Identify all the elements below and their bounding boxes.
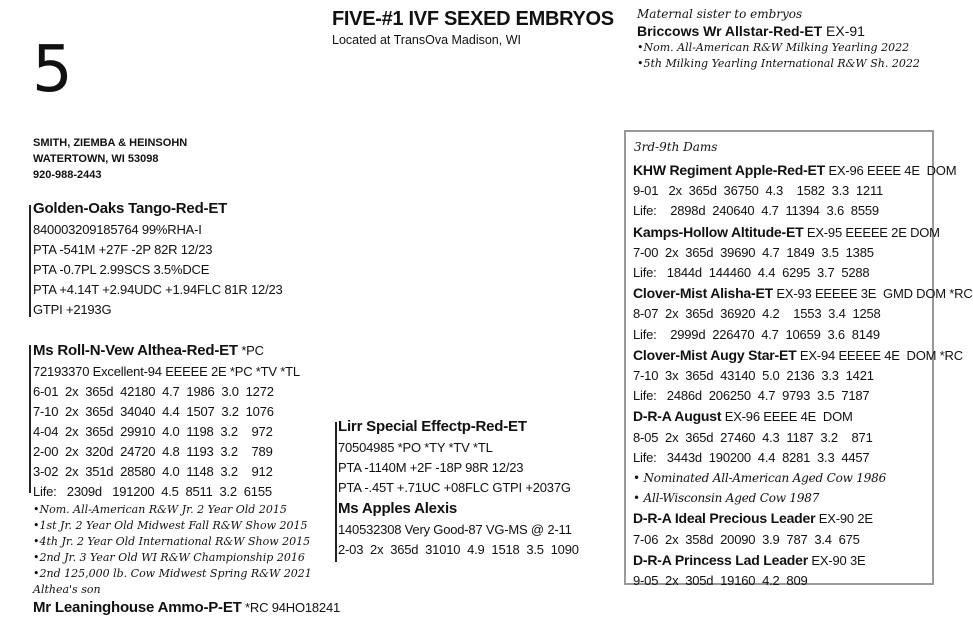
dam-entry-record [633,428,973,448]
dam-son [33,598,340,618]
dam-entry-name: Kamps-Hollow Altitude-ET [633,223,804,240]
dam-entry-record [633,304,973,324]
maternal-granddam-record: 2-03 2x 365d 31010 4.9 1518 3.5 1090 [338,542,579,557]
dam-entry-text: Life: 2999d 226470 4.7 10659 3.6 8149 [633,326,880,342]
dam-entry-text: EX-96 EEEE 4E DOM [825,163,957,178]
dam-honor: •Nom. All-American R&W Jr. 2 Year Old 2015 [33,503,287,516]
maternal-sister-name: Briccows Wr Allstar-Red-ET [637,23,823,39]
dam-bracket [29,345,31,493]
dam-entry-text: 7-06 2x 358d 20090 3.9 787 3.4 675 [633,531,860,547]
dam-entry-honor [633,488,973,508]
dam-entry-text: Life: 1844d 144460 4.4 6295 3.7 5288 [633,265,870,281]
consignor-block [33,135,187,183]
sire-detail: GTPI +2193G [33,302,112,317]
dam-entry-title [633,345,973,366]
dam-entry-name: D-R-A Princess Lad Leader [633,551,808,568]
dam-entry-name: Clover-Mist Alisha-ET [633,285,773,302]
dam-entry-text: EX-93 EEEEE 3E GMD DOM *RC [772,286,973,302]
dam-record: 6-01 2x 365d 42180 4.7 1986 3.0 1272 [33,384,274,399]
dam-record: 4-04 2x 365d 29910 4.0 1198 3.2 972 [33,424,273,439]
dam-entry-text: 7-00 2x 365d 39690 4.7 1849 3.5 1385 [633,244,874,260]
dam-entry-text: Life: 2898d 240640 4.7 11394 3.6 8559 [633,203,879,219]
dam-entry-text: • All-Wisconsin Aged Cow 1987 [633,491,820,506]
dam-entry-honor [633,468,973,488]
dam-entry-text: Life: 2486d 206250 4.7 9793 3.5 7187 [633,388,870,404]
dams-box [624,130,973,589]
dam-honor: •4th Jr. 2 Year Old International R&W Show 2015 [33,535,311,548]
maternal-sister-honor: •5th Milking Yearling International R&W Sh. 2022 [637,57,920,70]
dam-entry-record [633,571,973,591]
dam-entry-name: Clover-Mist Augy Star-ET [633,346,797,363]
sire-detail: PTA -0.7PL 2.99SCS 3.5%DCE [33,262,210,277]
dam-block [33,340,340,618]
sire-detail: PTA -541M +27F -2P 82R 12/23 [33,242,213,257]
sire-block [33,198,283,320]
dam-entry-text: EX-90 2E [815,511,873,527]
dam-detail: 72193370 Excellent-94 EEEEE 2E *PC *TV *TL [33,364,300,379]
dam-entry-text: EX-96 EEEE 4E DOM [721,409,853,425]
dam-entry-record [633,325,973,345]
dam-entry-title [633,222,973,243]
dam-entry-record [633,366,973,386]
dam-entry-record [633,530,973,550]
dam-entry-name: D-R-A Ideal Precious Leader [633,510,816,527]
dam-entry-record [633,181,973,201]
dam-entry-record [633,386,973,406]
sire-detail: 840003209185764 99%RHA-I [33,222,202,237]
maternal-granddam-name: Ms Apples Alexis [338,500,458,517]
dam-honor: •2nd Jr. 3 Year Old WI R&W Championship 2016 [33,551,305,564]
dam-title [33,340,340,362]
consignor-name: SMITH, ZIEMBA & HEINSOHN [33,137,188,149]
page-title: FIVE-#1 IVF SEXED EMBRYOS [332,8,614,30]
lot-number: 5 [32,33,73,107]
maternal-sister-score: EX-91 [826,23,865,39]
dams-list [633,160,973,591]
dam-entry-record [633,243,973,263]
dam-entry-name: KHW Regiment Apple-Red-ET [633,162,826,178]
dam-entry-record [633,263,973,283]
maternal-grandsire-name: Lirr Special Effectp-Red-ET [338,418,527,435]
sire-name: Golden-Oaks Tango-Red-ET [33,200,228,217]
maternal-grandsire-detail: PTA -1140M +2F -18P 98R 12/23 [338,460,524,475]
sire-detail: PTA +4.14T +2.94UDC +1.94FLC 81R 12/23 [33,282,283,297]
maternal-grandsire-block [338,416,579,560]
consignor-city: WATERTOWN, WI 53098 [33,153,159,165]
maternal-grandsire-detail: PTA -.45T +.71UC +08FLC GTPI +2037G [338,480,571,495]
dam-record: 7-10 2x 365d 34040 4.4 1507 3.2 1076 [33,404,274,419]
dam-record: 3-02 2x 351d 28580 4.0 1148 3.2 912 [33,464,273,479]
dam-entry-text: 8-05 2x 365d 27460 4.3 1187 3.2 871 [633,429,873,445]
dam-entry-title [633,160,973,181]
dam-entry-title [633,550,973,571]
dam-entry-text: EX-90 3E [807,552,866,568]
dam-entry-name: D-R-A August [633,408,722,425]
dam-honor: •1st Jr. 2 Year Old Midwest Fall R&W Show 2015 [33,519,308,532]
dam-son-caption: Althea's son [33,583,101,596]
dam-entry-record [633,201,973,221]
maternal-grandsire-detail: 70504985 *PO *TY *TV *TL [338,440,493,455]
dam-entry-text: Life: 3443d 190200 4.4 8281 3.3 4457 [633,449,870,465]
dam-name-suffix: *PC [241,343,264,358]
location: Located at TransOva Madison, WI [332,33,521,47]
dam-lifetime: Life: 2309d 191200 4.5 8511 3.2 6155 [33,484,272,499]
dam-son-name: Mr Leaninghouse Ammo-P-ET [33,599,242,616]
dam-entry-title [633,283,973,304]
maternal-sister-block [637,6,920,72]
dam-name: Ms Roll-N-Vew Althea-Red-ET [33,342,238,359]
dam-entry-text: 9-05 2x 305d 19160 4.2 809 [633,573,808,589]
dam-son-suffix: *RC 94HO18241 [245,600,341,615]
dams-box-heading: 3rd-9th Dams [634,140,718,154]
maternal-sister-title [637,22,920,40]
dam-entry-title [633,508,973,529]
dam-entry-title [633,406,973,427]
dam-entry-text: 7-10 3x 365d 43140 5.0 2136 3.3 1421 [633,368,874,384]
dam-entry-record [633,448,973,468]
sire-bracket [29,205,31,317]
maternal-granddam-detail: 140532308 Very Good-87 VG-MS @ 2-11 [338,522,572,537]
dam-entry-text: EX-95 EEEEE 2E DOM [803,224,940,240]
dam-entry-text: EX-94 EEEEE 4E DOM *RC [796,347,963,363]
dam-record: 2-00 2x 320d 24720 4.8 1193 3.2 789 [33,444,273,459]
dam-entry-text: 8-07 2x 365d 36920 4.2 1553 3.4 1258 [633,306,881,322]
maternal-sister-honor: •Nom. All-American R&W Milking Yearling 2022 [637,41,910,54]
dam-entry-text: 9-01 2x 365d 36750 4.3 1582 3.3 1211 [633,183,884,199]
maternal-sister-caption: Maternal sister to embryos [637,7,803,21]
dam-entry-text: • Nominated All-American Aged Cow 1986 [633,471,887,486]
consignor-phone: 920-988-2443 [33,169,102,181]
dam-honor: •2nd 125,000 lb. Cow Midwest Spring R&W 2021 [33,567,312,580]
